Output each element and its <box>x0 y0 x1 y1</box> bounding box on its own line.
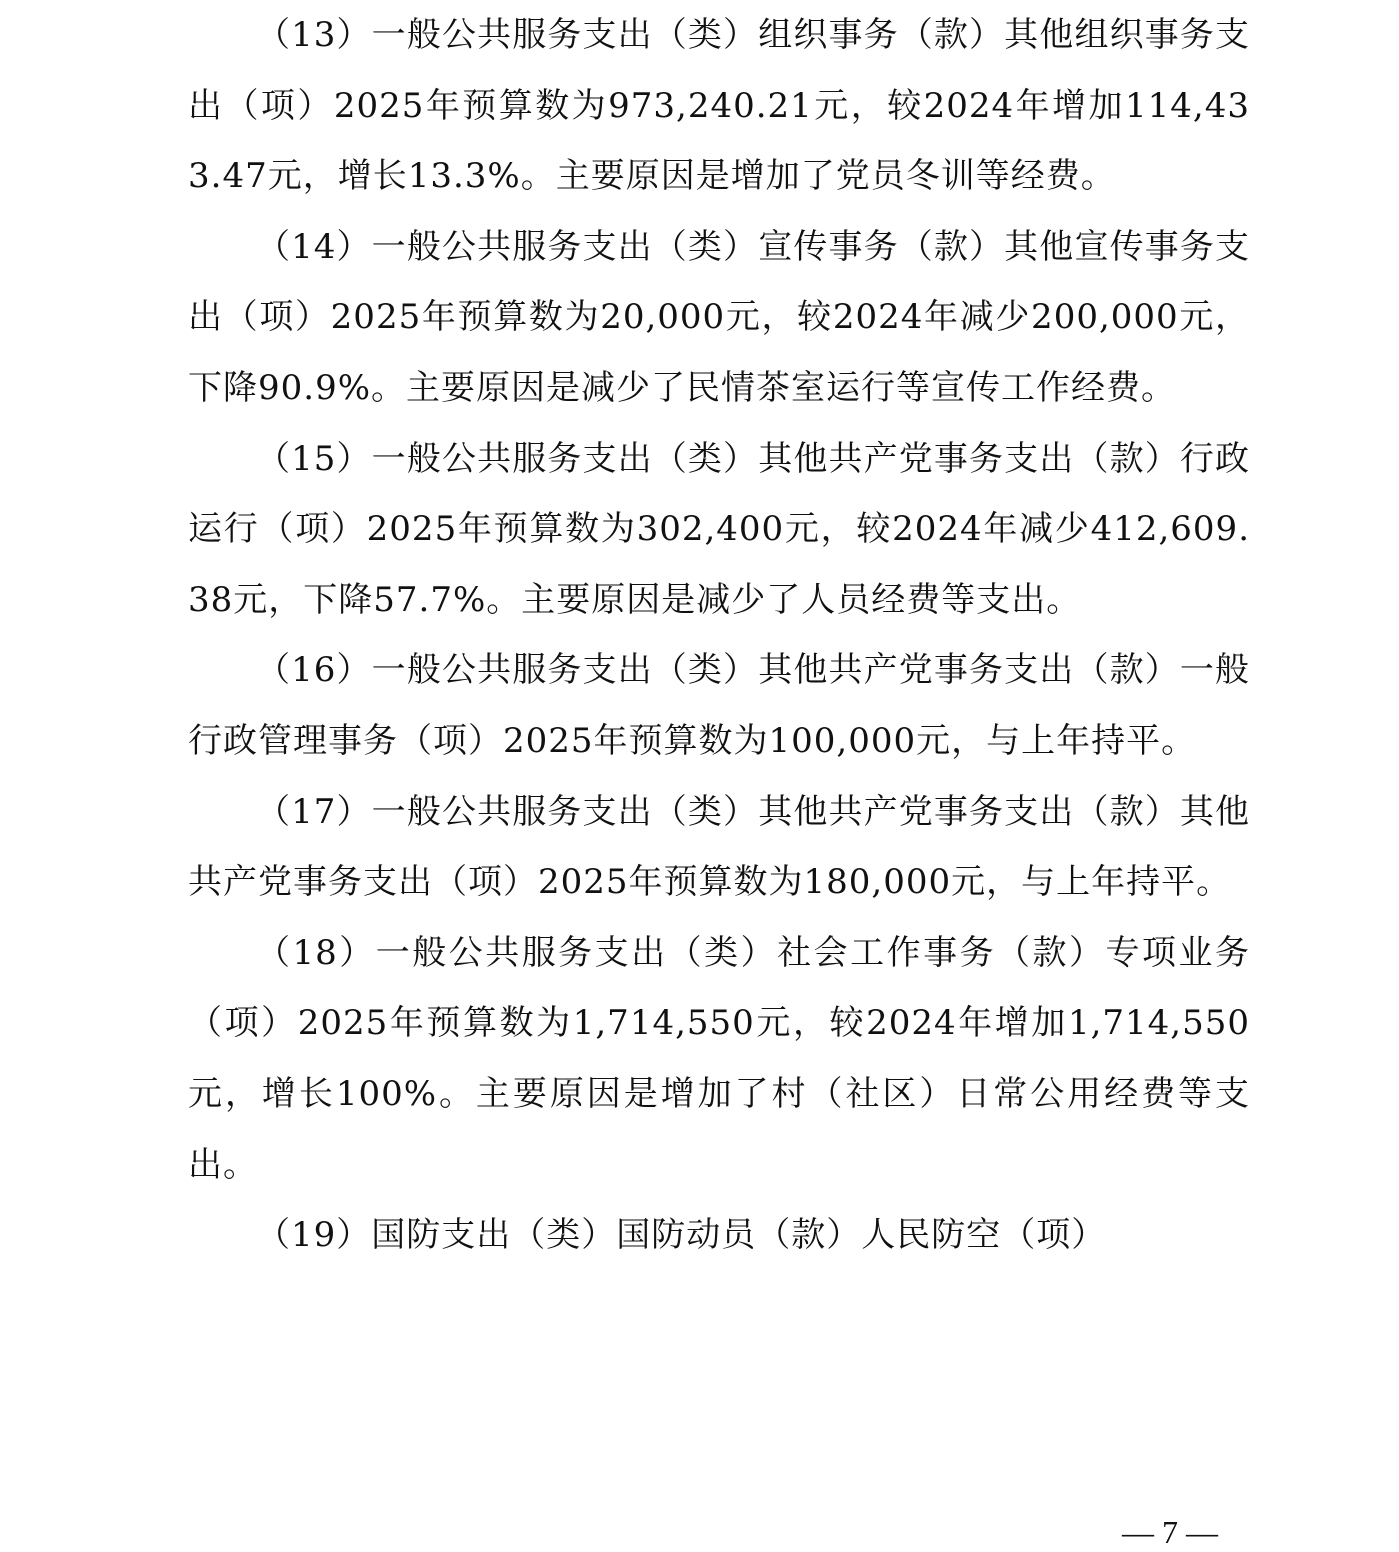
paragraph-13: （13）一般公共服务支出（类）组织事务（款）其他组织事务支出（项）2025年预算数为973,240.21元，较2024年增加114,433.47元，增长13.3%。主要原因是增加了党员冬训等经费。 <box>188 15 1250 197</box>
paragraph-19: （19）国防支出（类）国防动员（款）人民防空（项） <box>256 1215 1107 1256</box>
paragraph-15: （15）一般公共服务支出（类）其他共产党事务支出（款）行政运行（项）2025年预算数为302,400元，较2024年减少412,609.38元，下降57.7%。主要原因是减少了人员经费等支出。 <box>188 438 1250 620</box>
page-number: — 7 — <box>1122 1514 1218 1550</box>
paragraph-16: （16）一般公共服务支出（类）其他共产党事务支出（款）一般行政管理事务（项）2025年预算数为100,000元，与上年持平。 <box>188 650 1250 761</box>
paragraph-17: （17）一般公共服务支出（类）其他共产党事务支出（款）其他共产党事务支出（项）2025年预算数为180,000元，与上年持平。 <box>188 791 1250 903</box>
paragraph-18: （18）一般公共服务支出（类）社会工作事务（款）专项业务（项）2025年预算数为1,714,550元，较2024年增加1,714,550元，增长100%。主要原因是增加了村（社区）日常公用经费等支出。 <box>188 932 1250 1185</box>
paragraph-14: （14）一般公共服务支出（类）宣传事务（款）其他宣传事务支出（项）2025年预算数为20,000元，较2024年减少200,000元，下降90.9%。主要原因是减少了民情茶室运行等宣传工作经费。 <box>188 226 1250 408</box>
document-body <box>188 0 1250 1271</box>
